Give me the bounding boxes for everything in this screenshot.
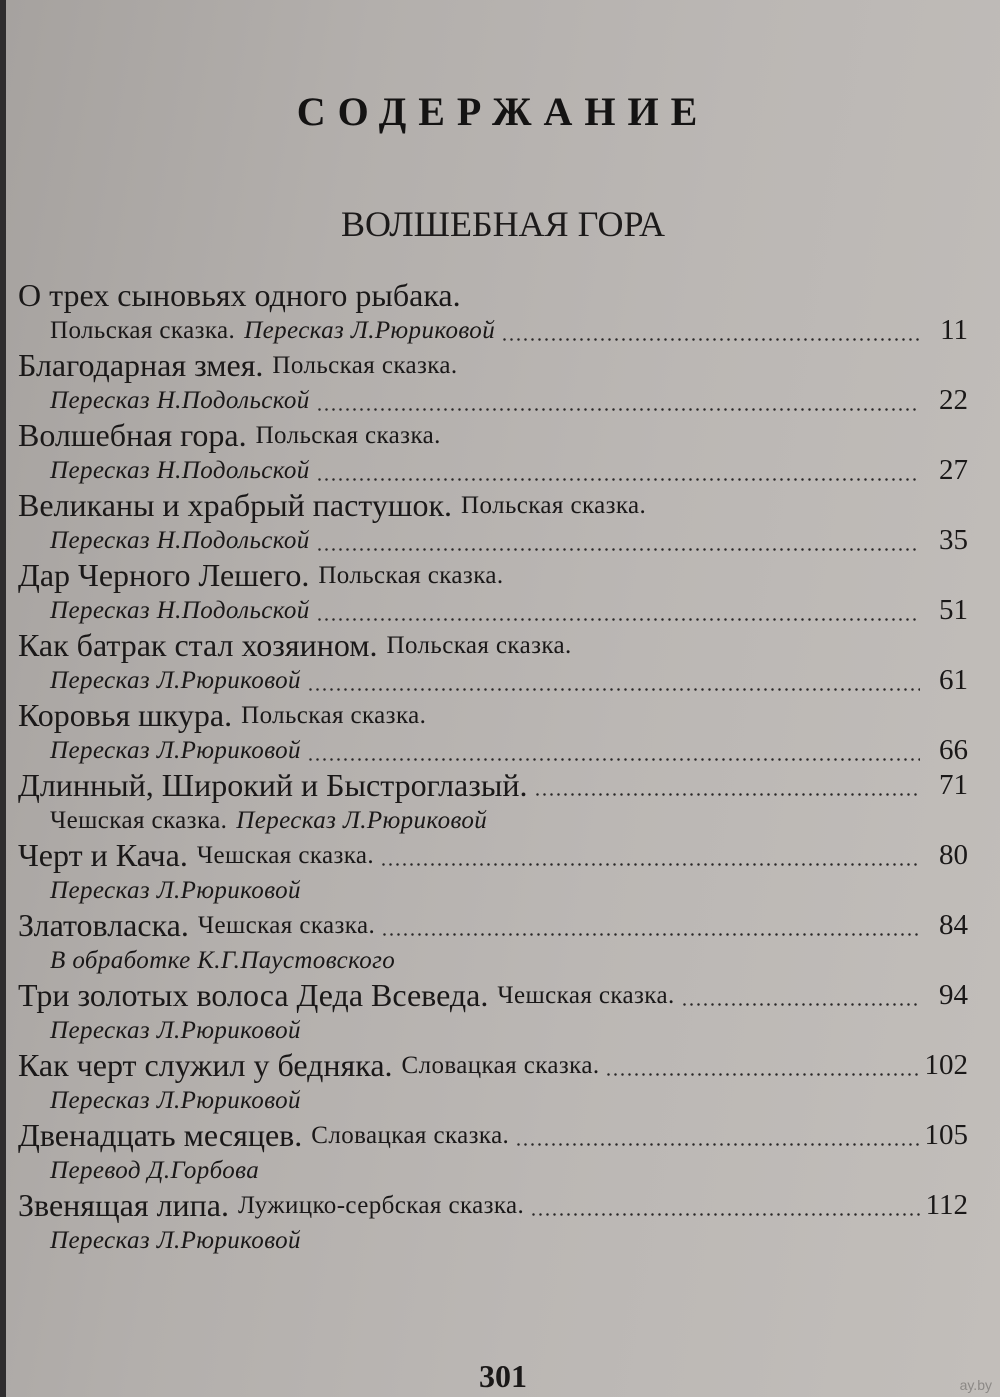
table-of-contents [18, 278, 968, 1258]
toc-entry-line-2 [18, 873, 968, 908]
toc-entry-credit: Пересказ Н.Подольской [50, 527, 310, 554]
book-page [6, 0, 1000, 1397]
toc-entry-line-1 [18, 1118, 968, 1153]
dot-leader [381, 933, 920, 936]
toc-entry [18, 1118, 968, 1188]
toc-entry-title: Благодарная змея. [18, 347, 264, 383]
toc-entry [18, 838, 968, 908]
toc-page-number: 112 [925, 1189, 968, 1221]
toc-entry-line-2 [18, 663, 968, 698]
toc-entry [18, 908, 968, 978]
toc-entry-credit: Пересказ Л.Рюриковой [50, 877, 301, 904]
toc-entry-line-2 [18, 943, 968, 978]
toc-entry [18, 488, 968, 558]
toc-entry [18, 418, 968, 488]
toc-entry-line-1 [18, 768, 968, 803]
toc-entry-line-1 [18, 978, 968, 1013]
toc-page-number: 35 [939, 524, 968, 556]
toc-entry-credit: Пересказ Л.Рюриковой [50, 737, 301, 764]
toc-entry-title: Волшебная гора. [18, 417, 247, 453]
toc-entry-line-1 [18, 418, 968, 453]
toc-entry-origin: Польская сказка. [50, 317, 236, 344]
section-title: ВОЛШЕБНАЯ ГОРА [341, 204, 665, 244]
toc-entry-line-2 [18, 1223, 968, 1258]
toc-entry-note: Чешская сказка. [497, 982, 675, 1009]
dot-leader [316, 408, 920, 411]
toc-entry-line-2 [18, 1153, 968, 1188]
toc-entry-credit: Пересказ Н.Подольской [50, 457, 310, 484]
toc-entry [18, 628, 968, 698]
toc-entry-line-1 [18, 558, 968, 593]
toc-entry-origin: Чешская сказка. [50, 807, 228, 834]
toc-page-number: 84 [939, 909, 968, 941]
toc-entry-note: Словацкая сказка. [401, 1052, 600, 1079]
toc-entry-title: О трех сыновьях одного рыбака. [18, 277, 461, 313]
toc-entry-note: Польская сказка. [386, 632, 572, 659]
toc-entry-title: Длинный, Широкий и Быстроглазый. [18, 767, 528, 803]
toc-page-number: 102 [924, 1049, 968, 1081]
dot-leader [307, 688, 920, 691]
toc-entry-line-1 [18, 628, 968, 663]
toc-entry-credit: В обработке К.Г.Паустовского [50, 947, 396, 974]
contents-heading: СОДЕРЖАНИЕ [296, 89, 710, 134]
toc-entry-note: Польская сказка. [461, 492, 647, 519]
dot-leader [380, 863, 920, 866]
toc-entry [18, 558, 968, 628]
toc-page-number: 22 [939, 384, 968, 416]
toc-entry-title: Как батрак стал хозяином. [18, 627, 378, 663]
toc-page-number: 61 [939, 664, 968, 696]
toc-entry-credit: Перевод Д.Горбова [50, 1157, 260, 1184]
toc-entry-line-1 [18, 348, 968, 383]
toc-entry-line-2 [18, 523, 968, 558]
toc-entry-title: Черт и Кача. [18, 837, 188, 873]
toc-entry-credit: Пересказ Л.Рюриковой [236, 807, 488, 834]
dot-leader [605, 1073, 920, 1076]
toc-entry-title: Три золотых волоса Деда Всеведа. [18, 977, 489, 1013]
toc-page-number: 80 [939, 839, 968, 871]
page-number: 301 [479, 1358, 527, 1394]
toc-page-number: 105 [924, 1119, 968, 1151]
toc-page-number: 66 [939, 734, 968, 766]
toc-entry-title: Коровья шкура. [18, 697, 233, 733]
toc-entry-line-2 [18, 1083, 968, 1118]
toc-entry-credit: Пересказ Н.Подольской [50, 387, 310, 414]
toc-entry-note: Чешская сказка. [196, 842, 375, 869]
watermark: ay.by [959, 1377, 992, 1393]
toc-entry-note: Словацкая сказка. [311, 1122, 510, 1149]
toc-entry-line-1 [18, 1188, 968, 1223]
toc-entry-line-2 [18, 453, 968, 488]
dot-leader [515, 1143, 920, 1146]
toc-entry-title: Как черт служил у бедняка. [18, 1047, 393, 1083]
toc-entry-line-1 [18, 278, 968, 313]
toc-entry [18, 1188, 968, 1258]
dot-leader [307, 758, 920, 761]
toc-entry [18, 978, 968, 1048]
toc-entry [18, 348, 968, 418]
toc-entry-note: Польская сказка. [255, 422, 441, 449]
toc-entry-line-2 [18, 313, 968, 348]
toc-entry-line-1 [18, 838, 968, 873]
toc-entry-title: Великаны и храбрый пастушок. [18, 487, 453, 523]
toc-entry-credit: Пересказ Л.Рюриковой [50, 1227, 301, 1254]
toc-entry-note: Польская сказка. [318, 562, 504, 589]
toc-entry-credit: Пересказ Н.Подольской [50, 597, 310, 624]
toc-entry-title: Дар Черного Лешего. [18, 557, 310, 593]
dot-leader [316, 548, 920, 551]
toc-entry-note: Лужицко-сербская сказка. [237, 1192, 525, 1219]
dot-leader [681, 1003, 920, 1006]
toc-entry [18, 278, 968, 348]
toc-entry-line-1 [18, 488, 968, 523]
dot-leader [316, 618, 920, 621]
toc-entry-title: Златовласка. [18, 907, 189, 943]
toc-entry [18, 698, 968, 768]
toc-entry-credit: Пересказ Л.Рюриковой [244, 317, 496, 344]
dot-leader [534, 793, 920, 796]
toc-entry-line-2 [18, 733, 968, 768]
toc-entry-credit: Пересказ Л.Рюриковой [50, 1087, 301, 1114]
toc-entry-line-2 [18, 1013, 968, 1048]
toc-page-number: 94 [939, 979, 968, 1011]
toc-entry-line-1 [18, 908, 968, 943]
toc-entry-line-2 [18, 803, 968, 838]
toc-entry-title: Двенадцать месяцев. [18, 1117, 303, 1153]
toc-page-number: 71 [939, 769, 968, 801]
toc-entry-credit: Пересказ Л.Рюриковой [50, 1017, 301, 1044]
toc-page-number: 11 [940, 314, 968, 346]
toc-entry-line-1 [18, 698, 968, 733]
dot-leader [530, 1213, 920, 1216]
toc-entry-credit: Пересказ Л.Рюриковой [50, 667, 301, 694]
toc-entry-title: Звенящая липа. [18, 1187, 229, 1223]
toc-entry-line-2 [18, 593, 968, 628]
toc-page-number: 51 [939, 594, 968, 626]
dot-leader [316, 478, 920, 481]
toc-entry [18, 768, 968, 838]
toc-entry-line-1 [18, 1048, 968, 1083]
toc-entry-note: Польская сказка. [272, 352, 458, 379]
toc-entry [18, 1048, 968, 1118]
toc-entry-note: Чешская сказка. [197, 912, 376, 939]
toc-entry-line-2 [18, 383, 968, 418]
toc-entry-note: Польская сказка. [241, 702, 427, 729]
toc-page-number: 27 [939, 454, 968, 486]
dot-leader [501, 338, 920, 341]
